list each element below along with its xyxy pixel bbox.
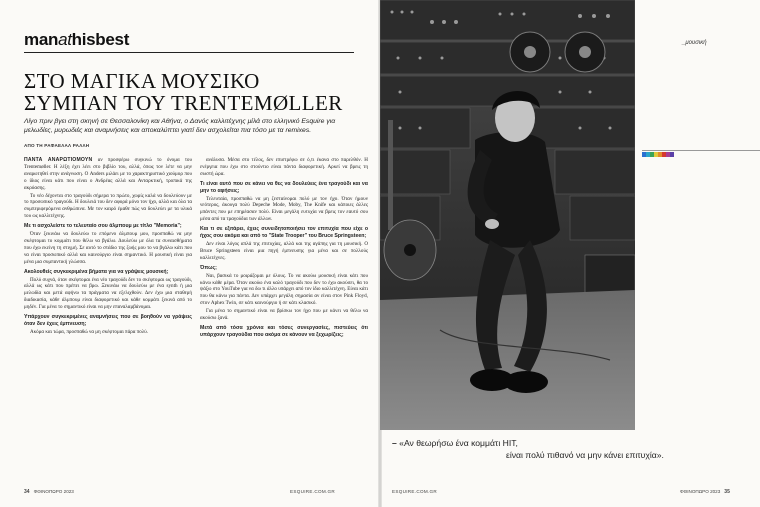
folio-right xyxy=(680,489,730,495)
folio-left xyxy=(24,489,74,495)
article-column-1 xyxy=(24,157,192,477)
paragraph: Πολύ συχνά, όταν σκέφτομαι ένα νέο τραγούδι δεν το σκέφτομαι ως τραγούδι, αλλά ως κάτι που πρέπει να βρω. Ξεκινάω να δουλεύω με ένα synth ή μια μελωδία και μετά αφήνω τα πράγματα να εξελιχθούν. Δεν έχω μια σταθερή διαδικασία, κάθε άλμπουμ είναι διαφορετικό και κάθε κομμάτι ξεκινά από το μηδέν. Για μένα το σημαντικό είναι να μην επαναλαμβάνομαι. xyxy=(24,276,192,311)
interview-question: Υπάρχουν συγκεκριμένες αναμνήσεις που σε βοηθούν να γράψεις όταν δεν έχεις έμπνευση; xyxy=(24,314,192,327)
headline-line-2: ΣΥΜΠΑΝ ΤΟΥ TRENTEMØLLER xyxy=(24,91,343,115)
paragraph: Δεν είναι λόγος απλά της επιτυχίας, αλλά και της αγάπης για τη μουσική. Ο Bruce Springsteen είναι μια πηγή έμπνευσης για μένα και σε πολλούς καλλιτέχνες. xyxy=(200,240,368,261)
issue-label-right: ΦΘΙΝΟΠΩΡΟ 2023 xyxy=(680,489,721,494)
standfirst: Λίγο πριν βγει στη σκηνή σε Θεσσαλονίκη και Αθήνα, ο Δανός καλλιτέχνης μίλά στο ελληνικό Esquire για μελωδίες, μυρωδιές και αναμνήσεις και αποκαλύπτει γιατί δεν ασχολείται πια τόσο με τα remixes. xyxy=(24,118,336,134)
headline-line-1: ΣΤΟ ΜΑΓΙΚΑ ΜΟΥΣΙΚΟ xyxy=(24,69,260,93)
url-right: ESQUIRE.COM.GR xyxy=(392,489,438,494)
lead-in: ΠΑΝΤΑ ΑΝΑΡΩΤΙΟΜΟΥΝ xyxy=(24,157,93,163)
studio-photo-illustration xyxy=(380,0,635,430)
paragraph: ανάλυσα. Μέσα στο τέλος, δεν επιστρέφω σε ό,τι έκανα στο παρελθόν. Η ενέργεια που έχω στο στούντιο είναι πάντα διαφορετική. Αρκεί να βρεις τη σωστή ώρα. xyxy=(200,157,368,177)
paragraph: Ναι, βασικά το μοιράζομαι με όλους. Το να ακούω μουσική είναι κάτι που κάνω κάθε μέρα. Όταν ακούω ένα καλό τραγούδι που δεν το έχω ακούσει, θα το ψάξω στο YouTube για να δω τι άλλο υπάρχει από τον ίδιο καλλιτέχνη. Είναι κάτι που θα κάνω για πάντα. Δεν υπάρχει μεγάλη σημασία αν είναι στον Pink Floyd, στον Aphex Twin, σε κάτι καινούργιο ή σε κάτι κλασικό. xyxy=(200,272,368,307)
colorbar xyxy=(642,152,674,157)
paragraph: Τελευταία, προσπαθώ να μη ζεσταίνομαι πολύ με τον ήχο. Όταν ήμουν νεότερος, άκουγα πολύ Depeche Mode, Moby, The Knife και κάποιες άλλες μπάντες που με επηρέασαν πολύ. Είναι μεγάλη ευτυχία να βρεις τον εαυτό σου μέσα από τα τραγούδια των άλλων. xyxy=(200,195,368,223)
interview-question: Με τι ασχολείστε το τελευταίο σου άλμπουμ με τίτλο "Memoria"; xyxy=(24,223,182,230)
paragraph: Το νέο δέχονται στο τραγούδι σήμερα το πρώτο, χωρίς καλά να δουλεύουν με το προσωπικό τραγούδι. Η δουλειά του δεν αφορά μόνο τον ήχο, αλλά και όλα τα συμπεριφερόμενα ανθρώπινα. Με τον καιρό έμαθε πώς να δουλεύει με τα υλικά του ως καλλιτέχνης. xyxy=(24,192,192,220)
paragraph: Όταν ξεκινάω να δουλεύω το επόμενο άλμπουμ μου, προσπαθώ να μην σκέφτομαι το κομμάτι που θέλω να βγάλω. Δουλεύω με όλα τα συναισθήματα που έχω εκείνη τη στιγμή. Σε αυτό το στάδιο της ζωής μου το να βγάλω κάτι που να είναι προσωπικό αλλά και καινούργιο είναι σημαντικό. Η μουσική είναι για μένα μια συμπαντική γλώσσα. xyxy=(24,231,192,265)
paragraph: Ακόμα και τώρα, προσπαθώ να μη σκέφτομαι πάρα πολύ. xyxy=(30,328,149,335)
section-label: _μουσική xyxy=(682,40,707,46)
interview-question: Και τι σε εξιτάρει, έχεις συνειδητοποιήσει τον επιτυχία που είχε ο ήχος σου ακόμα και από το "State Trooper" του Bruce Springsteen; xyxy=(200,226,368,240)
section-head-part-2: at xyxy=(58,30,72,49)
byline: ΑΠΟ ΤΗ ΡΑΦΑΕΛΑΛ ΡΑΛΛΗ xyxy=(24,143,90,148)
color-rule xyxy=(642,150,760,151)
header-rule xyxy=(24,52,354,53)
color-swatch xyxy=(670,152,674,157)
pull-quote-line-1: «Αν θεωρήσω ένα κομμάτι HIT, xyxy=(399,438,518,448)
page-number-left: 34 xyxy=(24,489,30,495)
pull-quote-line-2: είναι πολύ πιθανό να μην κάνει επιτυχία». xyxy=(506,450,664,460)
section-head-part-1: man xyxy=(24,30,59,49)
paragraph-text: αν προσφέρω συγκινώ το όνομα του Trentemøller. Η λέξη έχει λέει στο βιβλίο του, αλλά, όπως τον λέτε να μην αναρωτηθεί στην ανάγνωση. Ο Anders μιλάει με το χαρακτηριστικό χιούμορ που ο ίδιος είναι κάτι που είναι ο Ανδρέας αλλά και Ανταρκτική, τροπικά της ακρόασης. xyxy=(24,157,192,191)
interview-question: Ακολουθείς συγκεκριμένα βήματα για να γράψεις μουσική; xyxy=(24,268,169,275)
pull-quote-dash: – xyxy=(392,438,400,448)
headline xyxy=(24,70,369,114)
section-head xyxy=(24,30,129,50)
interview-question: Μετά από τόσα χρόνια και τόσες συνεργασίες, πιστεύεις ότι υπάρχουν τραγούδια που ακόμα σε κάνουν να ξεχωρίζεις; xyxy=(200,324,368,338)
issue-label-left: ΦΘΙΝΟΠΩΡΟ 2023 xyxy=(33,489,74,494)
paragraph: Για μένα το σημαντικό είναι να βρίσκω τον ήχο που με κάνει να θέλω να ακούσω ξανά. xyxy=(200,308,368,322)
paragraph xyxy=(24,157,192,192)
page-number-right: 35 xyxy=(724,489,730,495)
url-left: ESQUIRE.COM.GR xyxy=(290,489,336,494)
interview-question: Τι είναι αυτό που σε κάνει να θες να δουλεύεις ένα τραγούδι και να μην το αφήσεις; xyxy=(200,180,368,194)
section-head-part-3: hisbest xyxy=(71,30,130,49)
studio-photo xyxy=(380,0,635,430)
pull-quote xyxy=(392,438,752,460)
article-column-2 xyxy=(200,157,368,477)
interview-question: Όπως; xyxy=(200,264,217,271)
